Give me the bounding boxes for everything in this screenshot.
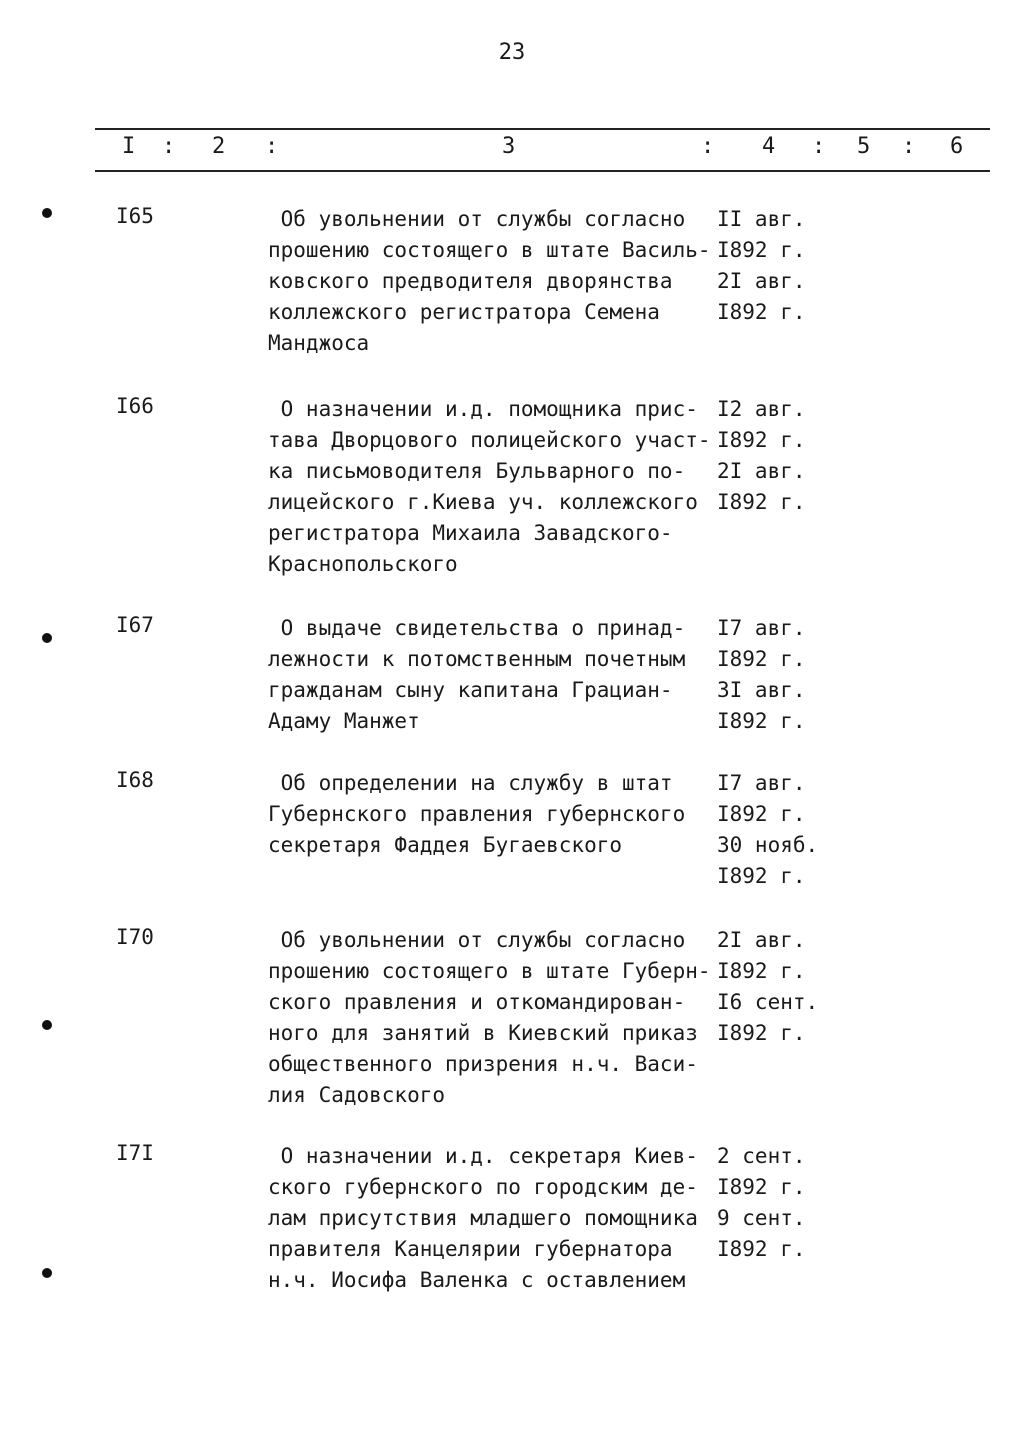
entry-number: I7I — [116, 1141, 154, 1165]
description-line: регистратора Михаила Завадского- — [268, 521, 673, 545]
end-year: I892 г. — [717, 1237, 806, 1261]
punch-hole — [42, 208, 52, 218]
end-year: I892 г. — [717, 709, 806, 733]
start-year: I892 г. — [717, 1175, 806, 1199]
description-line: Об увольнении от службы согласно — [268, 207, 686, 231]
description-line: ского правления и откомандирован- — [268, 990, 686, 1014]
table-header-top-rule — [95, 128, 990, 130]
entry-description — [268, 394, 711, 580]
description-line: Губернского правления губернского — [268, 802, 686, 826]
entry-number: I66 — [116, 394, 154, 418]
description-line: гражданам сыну капитана Грациан- — [268, 678, 673, 702]
description-line: О назначении и.д. помощника прис- — [268, 397, 698, 421]
start-year: I892 г. — [717, 428, 806, 452]
column-2-label: 2 — [212, 134, 226, 159]
entry-description — [268, 768, 685, 861]
entry-description — [268, 613, 685, 737]
description-line: О выдаче свидетельства о принад- — [268, 616, 686, 640]
end-date: 3I авг. — [717, 678, 806, 702]
column-separator: : — [902, 134, 916, 159]
description-line: лия Садовского — [268, 1083, 446, 1107]
end-date: 9 сент. — [717, 1206, 806, 1230]
description-line: коллежского регистратора Семена — [268, 300, 660, 324]
entry-number: I67 — [116, 613, 154, 637]
punch-hole — [42, 633, 52, 643]
entry-number: I70 — [116, 925, 154, 949]
description-line: правителя Канцелярии губернатора — [268, 1237, 673, 1261]
column-separator: : — [701, 134, 715, 159]
column-1-label: I — [122, 134, 136, 159]
description-line: ковского предводителя дворянства — [268, 269, 673, 293]
entry-number: I68 — [116, 768, 154, 792]
start-date: II авг. — [717, 207, 806, 231]
end-date: I6 сент. — [717, 990, 819, 1014]
entry-number: I65 — [116, 204, 154, 228]
table-column-header — [0, 134, 1024, 166]
entry-dates — [717, 1141, 806, 1265]
end-year: I892 г. — [717, 300, 806, 324]
description-line: ка письмоводителя Бульварного по- — [268, 459, 686, 483]
description-line: прошению состоящего в штате Василь- — [268, 238, 711, 262]
entry-description — [268, 925, 711, 1111]
description-line: Об определении на службу в штат — [268, 771, 673, 795]
start-year: I892 г. — [717, 959, 806, 983]
entry-dates — [717, 768, 818, 892]
table-header-bottom-rule — [95, 170, 990, 172]
description-line: тава Дворцового полицейского участ- — [268, 428, 711, 452]
start-date: 2 сент. — [717, 1144, 806, 1168]
description-line: лицейского г.Киева уч. коллежского — [268, 490, 698, 514]
punch-hole — [42, 1268, 52, 1278]
column-3-label: 3 — [502, 134, 516, 159]
start-date: I2 авг. — [717, 397, 806, 421]
end-date: 30 нояб. — [717, 833, 819, 857]
start-date: I7 авг. — [717, 616, 806, 640]
description-line: Манджоса — [268, 331, 370, 355]
entry-dates — [717, 613, 806, 737]
description-line: Адаму Манжет — [268, 709, 420, 733]
column-separator: : — [265, 134, 279, 159]
column-4-label: 4 — [762, 134, 776, 159]
end-year: I892 г. — [717, 1021, 806, 1045]
punch-hole — [42, 1020, 52, 1030]
start-year: I892 г. — [717, 802, 806, 826]
column-5-label: 5 — [857, 134, 871, 159]
entry-description — [268, 1141, 698, 1296]
end-date: 2I авг. — [717, 459, 806, 483]
description-line: лежности к потомственным почетным — [268, 647, 686, 671]
end-year: I892 г. — [717, 864, 806, 888]
description-line: лам присутствия младшего помощника — [268, 1206, 698, 1230]
description-line: прошению состоящего в штате Губерн- — [268, 959, 711, 983]
description-line: Краснопольского — [268, 552, 458, 576]
end-date: 2I авг. — [717, 269, 806, 293]
description-line: ского губернского по городским де- — [268, 1175, 698, 1199]
entry-dates — [717, 394, 806, 518]
description-line: секретаря Фаддея Бугаевского — [268, 833, 623, 857]
description-line: Об увольнении от службы согласно — [268, 928, 686, 952]
end-year: I892 г. — [717, 490, 806, 514]
start-date: I7 авг. — [717, 771, 806, 795]
column-separator: : — [162, 134, 176, 159]
description-line: О назначении и.д. секретаря Киев- — [268, 1144, 698, 1168]
start-date: 2I авг. — [717, 928, 806, 952]
page-number: 23 — [498, 40, 526, 65]
start-year: I892 г. — [717, 238, 806, 262]
start-year: I892 г. — [717, 647, 806, 671]
entry-description — [268, 204, 711, 359]
column-6-label: 6 — [950, 134, 964, 159]
description-line: н.ч. Иосифа Валенка с оставлением — [268, 1268, 686, 1292]
entry-dates — [717, 204, 806, 328]
description-line: общественного призрения н.ч. Васи- — [268, 1052, 698, 1076]
column-separator: : — [812, 134, 826, 159]
description-line: ного для занятий в Киевский приказ — [268, 1021, 698, 1045]
entry-dates — [717, 925, 818, 1049]
